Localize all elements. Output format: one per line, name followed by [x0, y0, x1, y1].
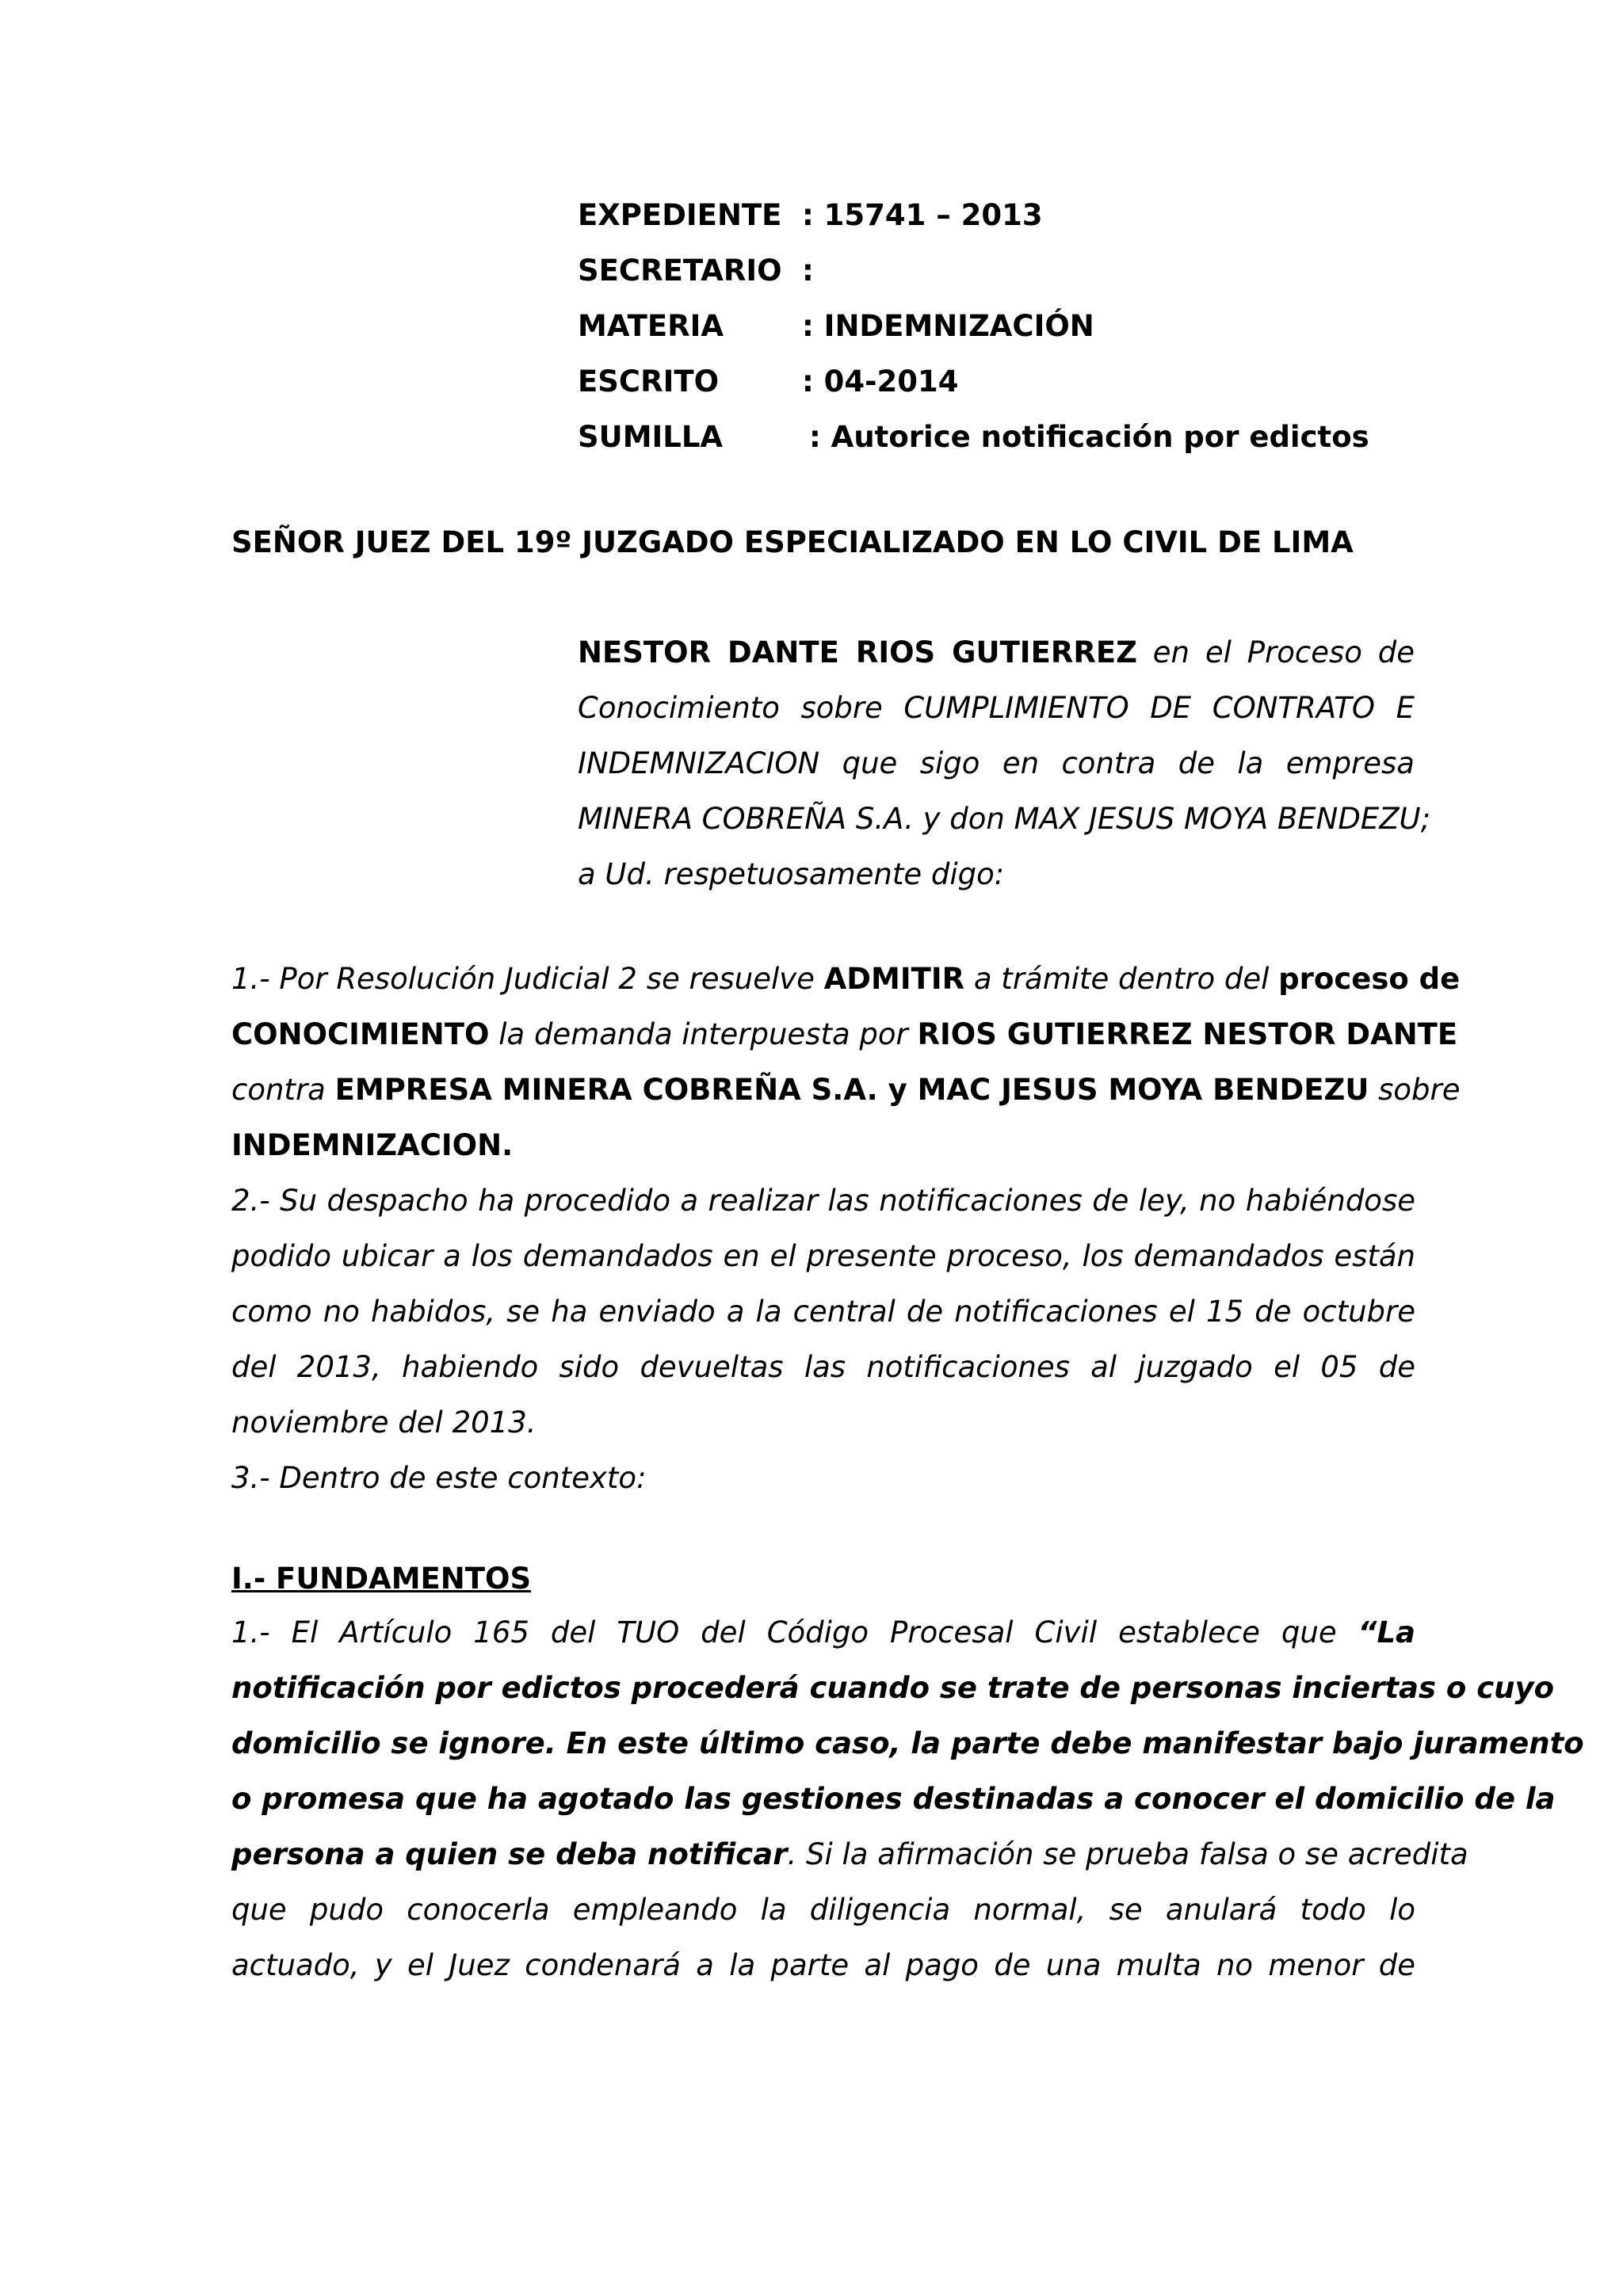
header-label: SUMILLA	[578, 419, 724, 454]
quote-text: persona a quien se deba notificar	[231, 1837, 788, 1871]
header-value: :	[802, 253, 814, 288]
bold-text: proceso de	[1278, 962, 1461, 996]
header-label: SECRETARIO	[578, 253, 782, 288]
case-header	[578, 187, 1369, 464]
header-row-expediente	[578, 187, 1369, 242]
bold-text: ADMITIR	[823, 962, 965, 996]
paragraph-2-line: como no habidos, se ha enviado a la central de notificaciones el 15 de octubre	[231, 1295, 1415, 1329]
bold-text: CONOCIMIENTO	[231, 1017, 490, 1051]
intro-line: MINERA COBREÑA S.A. y don MAX JESUS MOYA BENDEZU;	[578, 802, 1431, 836]
header-label: MATERIA	[578, 308, 724, 343]
fundamentos-line: que pudo conocerla empleando la diligencia normal, se anulará todo lo	[231, 1893, 1415, 1927]
header-value: : Autorice notificación por edictos	[809, 419, 1369, 454]
header-value: : INDEMNIZACIÓN	[802, 308, 1094, 343]
header-value: : 04-2014	[802, 364, 959, 399]
text: 1.- Por Resolución Judicial 2 se resuelve	[231, 962, 824, 996]
text: 1.- El Artículo 165 del TUO del Código Procesal Civil establece que	[231, 1615, 1358, 1650]
header-row-sumilla	[578, 409, 1369, 464]
section-title: I.- FUNDAMENTOS	[231, 1562, 532, 1596]
paragraph-1-line	[231, 1062, 1461, 1118]
text: sobre	[1369, 1073, 1461, 1107]
paragraph-1-line	[231, 952, 1461, 1007]
facts-section	[231, 952, 1461, 1506]
fundamentos-line: o promesa que ha agotado las gestiones destinadas a conocer el domicilio de la	[231, 1782, 1556, 1816]
header-row-secretario	[578, 242, 1369, 298]
fundamentos-line	[231, 1605, 1415, 1661]
fundamentos-line: notificación por edictos procederá cuando se trate de personas inciertas o cuyo	[231, 1671, 1555, 1705]
text: contra	[231, 1073, 335, 1107]
bold-text: EMPRESA MINERA COBREÑA S.A. y MAC JESUS MOYA BENDEZU	[334, 1073, 1369, 1107]
paragraph-1-line	[231, 1118, 1415, 1173]
header-row-materia	[578, 298, 1369, 353]
paragraph-1-line	[231, 1007, 1458, 1062]
fundamentos-line: domicilio se ignore. En este último caso, la parte debe manifestar bajo juramento	[231, 1726, 1584, 1760]
fundamentos-paragraph	[231, 1605, 1584, 1993]
petitioner-name: NESTOR DANTE RIOS GUTIERREZ	[578, 635, 1137, 669]
paragraph-2-line: del 2013, habiendo sido devueltas las notificaciones al juzgado el 05 de	[231, 1350, 1415, 1384]
judge-address: SEÑOR JUEZ DEL 19º JUZGADO ESPECIALIZADO EN LO CIVIL DE LIMA	[231, 525, 1354, 559]
paragraph-2-line: noviembre del 2013.	[231, 1405, 537, 1440]
paragraph-3-line: 3.- Dentro de este contexto:	[231, 1461, 647, 1495]
intro-line	[578, 625, 1415, 681]
paragraph-2-line: podido ubicar a los demandados en el presente proceso, los demandados están	[231, 1239, 1415, 1273]
header-label: EXPEDIENTE	[578, 197, 782, 232]
intro-text: en el Proceso de	[1136, 635, 1415, 669]
fundamentos-line: actuado, y el Juez condenará a la parte al pago de una multa no menor de	[231, 1948, 1415, 1982]
intro-line: a Ud. respetuosamente digo:	[578, 857, 1005, 891]
intro-line: INDEMNIZACION que sigo en contra de la empresa	[578, 746, 1415, 780]
text: la demanda interpuesta por	[489, 1017, 918, 1051]
header-value: : 15741 – 2013	[802, 197, 1043, 232]
quote-text: “La	[1358, 1615, 1415, 1650]
intro-line: Conocimiento sobre CUMPLIMIENTO DE CONTRATO E	[578, 691, 1415, 725]
header-label: ESCRITO	[578, 364, 720, 399]
intro-paragraph	[578, 625, 1431, 902]
text: . Si la afirmación se prueba falsa o se acredita	[787, 1837, 1468, 1871]
bold-text: INDEMNIZACION.	[231, 1128, 514, 1162]
fundamentos-line	[231, 1827, 1468, 1882]
header-row-escrito	[578, 353, 1369, 409]
text: a trámite dentro del	[964, 962, 1279, 996]
bold-text: RIOS GUTIERREZ NESTOR DANTE	[917, 1017, 1458, 1051]
paragraph-2-line: 2.- Su despacho ha procedido a realizar las notificaciones de ley, no habiéndose	[231, 1184, 1415, 1218]
